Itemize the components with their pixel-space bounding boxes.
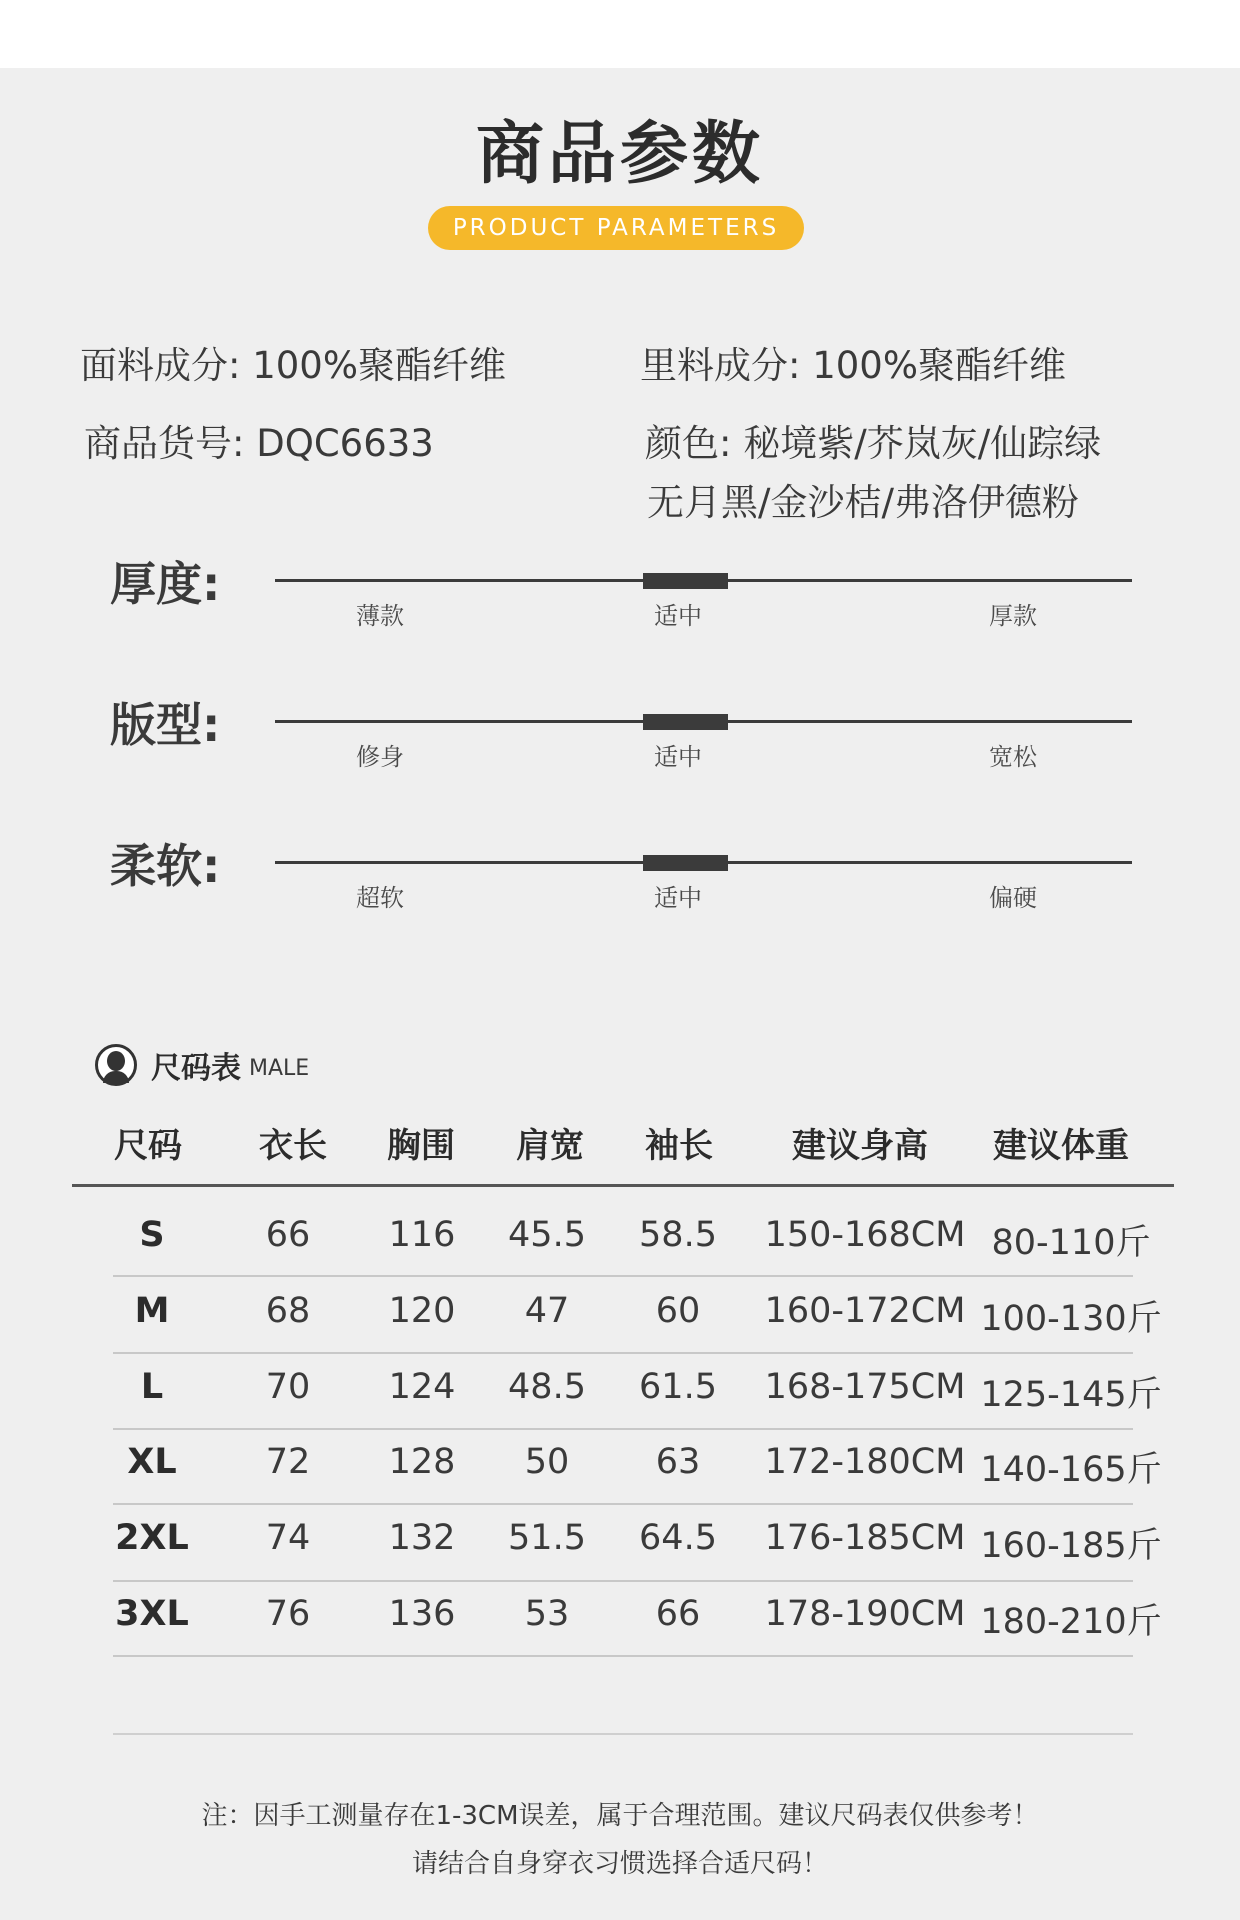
table-row (0, 1578, 1240, 1654)
col-header-sleeve: 袖长 (645, 1126, 713, 1166)
cell-length: 66 (265, 1215, 311, 1255)
cell-height: 172-180CM (764, 1442, 966, 1482)
cell-chest: 128 (388, 1442, 456, 1482)
lining-info: 里料成分: 100%聚酯纤维 (640, 344, 1067, 387)
cell-weight: 180-210斤 (980, 1602, 1162, 1642)
scale-tick-right: 偏硬 (989, 884, 1037, 912)
size-chart-title: 尺码表 (151, 1051, 241, 1086)
cell-sleeve: 64.5 (639, 1518, 717, 1558)
cell-height: 160-172CM (764, 1291, 966, 1331)
table-row (0, 1351, 1240, 1427)
colors-line-2: 无月黑/金沙桔/弗洛伊德粉 (647, 481, 1079, 524)
cell-sleeve: 58.5 (639, 1215, 717, 1255)
size-chart-subtitle: MALE (249, 1055, 310, 1081)
cell-height: 150-168CM (764, 1215, 966, 1255)
page-title: 商品参数 (475, 115, 764, 194)
scale-label-thickness: 厚度: (110, 557, 221, 611)
cell-height: 178-190CM (764, 1594, 966, 1634)
cell-sleeve: 63 (655, 1442, 701, 1482)
cell-size: 3XL (115, 1594, 189, 1634)
cell-chest: 136 (388, 1594, 456, 1634)
cell-chest: 120 (388, 1291, 456, 1331)
col-header-size: 尺码 (114, 1126, 182, 1166)
cell-height: 168-175CM (764, 1367, 966, 1407)
cell-length: 72 (265, 1442, 311, 1482)
cell-shoulder: 45.5 (508, 1215, 586, 1255)
cell-sleeve: 60 (655, 1291, 701, 1331)
table-row (0, 1275, 1240, 1351)
cell-chest: 124 (388, 1367, 456, 1407)
scale-tick-right: 宽松 (989, 743, 1037, 771)
scale-tick-mid: 适中 (654, 743, 702, 771)
table-row (0, 1199, 1240, 1275)
scale-tick-right: 厚款 (989, 602, 1037, 630)
subtitle-badge: PRODUCT PARAMETERS (428, 206, 804, 250)
row-divider (113, 1655, 1133, 1657)
col-header-shoulder: 肩宽 (516, 1126, 584, 1166)
note-line-1: 注：因手工测量存在1-3CM误差，属于合理范围。建议尺码表仅供参考！ (201, 1801, 1039, 1831)
cell-size: M (134, 1291, 170, 1331)
cell-size: 2XL (115, 1518, 189, 1558)
col-header-height: 建议身高 (792, 1126, 928, 1166)
scale-tick-mid: 适中 (654, 602, 702, 630)
scale-tick-left: 修身 (356, 743, 404, 771)
cell-chest: 132 (388, 1518, 456, 1558)
cell-height: 176-185CM (764, 1518, 966, 1558)
cell-length: 74 (265, 1518, 311, 1558)
item-number: 商品货号: DQC6633 (84, 422, 434, 465)
colors-line-1: 颜色: 秘境紫/芥岚灰/仙踪绿 (645, 422, 1102, 465)
cell-length: 76 (265, 1594, 311, 1634)
cell-shoulder: 48.5 (508, 1367, 586, 1407)
col-header-weight: 建议体重 (993, 1126, 1129, 1166)
footer-divider (113, 1733, 1133, 1735)
cell-length: 70 (265, 1367, 311, 1407)
cell-size: L (140, 1367, 164, 1407)
note-line-2: 请结合自身穿衣习惯选择合适尺码！ (411, 1849, 828, 1879)
scale-tick-mid: 适中 (654, 884, 702, 912)
table-row (0, 1426, 1240, 1502)
cell-shoulder: 50 (524, 1442, 570, 1482)
cell-sleeve: 61.5 (639, 1367, 717, 1407)
size-chart-heading (95, 1040, 309, 1090)
cell-weight: 140-165斤 (980, 1450, 1162, 1490)
cell-size: S (139, 1215, 165, 1255)
cell-shoulder: 47 (524, 1291, 570, 1331)
scale-marker-thickness (643, 573, 728, 589)
cell-size: XL (127, 1442, 177, 1482)
scale-label-fit: 版型: (110, 698, 221, 752)
scale-marker-softness (643, 855, 728, 871)
col-header-chest: 胸围 (387, 1126, 455, 1166)
cell-weight: 125-145斤 (980, 1375, 1162, 1415)
table-header-divider (72, 1184, 1174, 1187)
cell-weight: 160-185斤 (980, 1526, 1162, 1566)
col-header-length: 衣长 (259, 1126, 327, 1166)
scale-tick-left: 超软 (356, 884, 404, 912)
cell-weight: 80-110斤 (991, 1223, 1151, 1263)
scale-marker-fit (643, 714, 728, 730)
table-row (0, 1502, 1240, 1578)
cell-shoulder: 51.5 (508, 1518, 586, 1558)
scale-label-softness: 柔软: (110, 839, 221, 893)
cell-chest: 116 (388, 1215, 456, 1255)
cell-shoulder: 53 (524, 1594, 570, 1634)
scale-tick-left: 薄款 (356, 602, 404, 630)
cell-length: 68 (265, 1291, 311, 1331)
fabric-info: 面料成分: 100%聚酯纤维 (80, 344, 507, 387)
cell-weight: 100-130斤 (980, 1299, 1162, 1339)
person-icon (95, 1044, 137, 1086)
cell-sleeve: 66 (655, 1594, 701, 1634)
